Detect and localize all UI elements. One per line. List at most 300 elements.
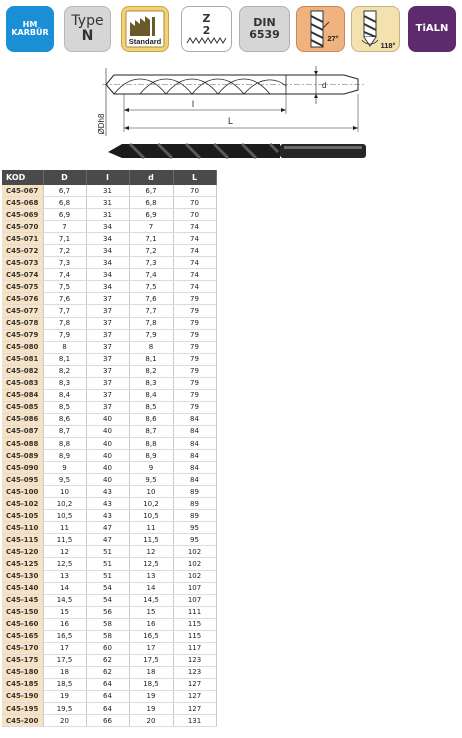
cell-L: 107 [173, 594, 216, 606]
cell-D: 18 [43, 666, 86, 678]
cell-d: 8,6 [129, 413, 173, 425]
cell-kod: C45-070 [2, 221, 43, 233]
cell-L: 79 [173, 377, 216, 389]
table-row [2, 498, 216, 510]
cell-l: 51 [86, 546, 129, 558]
cell-d: 10,5 [129, 510, 173, 522]
cell-d: 8,5 [129, 401, 173, 413]
cell-L: 79 [173, 401, 216, 413]
cell-kod: C45-110 [2, 522, 43, 534]
cell-L: 79 [173, 353, 216, 365]
cell-kod: C45-087 [2, 425, 43, 437]
cell-d: 17,5 [129, 654, 173, 666]
table-row [2, 654, 216, 666]
cell-D: 17 [43, 642, 86, 654]
cell-D: 13 [43, 570, 86, 582]
hm-karbur-badge [6, 6, 54, 52]
cell-l: 47 [86, 534, 129, 546]
table-row [2, 377, 216, 389]
cell-D: 7,8 [43, 317, 86, 329]
cell-D: 14,5 [43, 594, 86, 606]
cell-D: 8,4 [43, 389, 86, 401]
cell-d: 15 [129, 606, 173, 618]
cell-L: 74 [173, 245, 216, 257]
cell-l: 40 [86, 474, 129, 486]
cell-D: 8,9 [43, 450, 86, 462]
d-label: d [322, 81, 327, 90]
standard-badge [121, 6, 169, 52]
cell-L: 127 [173, 678, 216, 690]
coating-badge [408, 6, 456, 52]
helix-angle-badge [296, 6, 345, 52]
helix-angle-text: 27° [326, 34, 339, 43]
header-L: L [173, 170, 216, 185]
cell-kod: C45-170 [2, 642, 43, 654]
cell-L: 89 [173, 498, 216, 510]
cell-D: 8,6 [43, 413, 86, 425]
cell-d: 7,9 [129, 329, 173, 341]
cell-kod: C45-081 [2, 353, 43, 365]
cell-L: 79 [173, 293, 216, 305]
cell-l: 34 [86, 233, 129, 245]
table-row [2, 257, 216, 269]
cell-l: 37 [86, 341, 129, 353]
cell-d: 9,5 [129, 474, 173, 486]
cell-l: 31 [86, 185, 129, 197]
table-row [2, 329, 216, 341]
cell-kod: C45-190 [2, 690, 43, 702]
cell-L: 102 [173, 558, 216, 570]
cell-kod: C45-082 [2, 365, 43, 377]
table-row [2, 486, 216, 498]
table-row [2, 365, 216, 377]
cell-l: 64 [86, 678, 129, 690]
table-row [2, 185, 216, 197]
cell-D: 7,7 [43, 305, 86, 317]
cell-l: 54 [86, 582, 129, 594]
cell-kod: C45-077 [2, 305, 43, 317]
cell-d: 11,5 [129, 534, 173, 546]
table-row [2, 546, 216, 558]
cell-kod: C45-185 [2, 678, 43, 690]
type-badge [64, 6, 111, 52]
cell-kod: C45-071 [2, 233, 43, 245]
cell-d: 8,8 [129, 437, 173, 449]
cell-l: 34 [86, 221, 129, 233]
cell-L: 127 [173, 690, 216, 702]
cell-l: 40 [86, 462, 129, 474]
cell-L: 111 [173, 606, 216, 618]
cell-L: 79 [173, 389, 216, 401]
cell-L: 74 [173, 269, 216, 281]
cell-D: 16 [43, 618, 86, 630]
cell-kod: C45-072 [2, 245, 43, 257]
cell-D: 7,9 [43, 329, 86, 341]
drill-technical-drawing [97, 64, 370, 166]
cell-L: 84 [173, 474, 216, 486]
cell-d: 8,4 [129, 389, 173, 401]
cell-L: 84 [173, 437, 216, 449]
cell-L: 131 [173, 715, 216, 727]
helix-drill-icon [299, 8, 343, 50]
cell-L: 70 [173, 197, 216, 209]
cell-D: 18,5 [43, 678, 86, 690]
table-row [2, 690, 216, 702]
cell-L: 74 [173, 257, 216, 269]
cell-L: 79 [173, 305, 216, 317]
cell-l: 64 [86, 690, 129, 702]
table-row [2, 245, 216, 257]
table-row [2, 317, 216, 329]
cell-l: 43 [86, 510, 129, 522]
cell-l: 31 [86, 197, 129, 209]
cell-l: 37 [86, 389, 129, 401]
table-row [2, 209, 216, 221]
table-row [2, 474, 216, 486]
cell-D: 12,5 [43, 558, 86, 570]
table-row [2, 594, 216, 606]
cell-l: 62 [86, 666, 129, 678]
cell-d: 20 [129, 715, 173, 727]
cell-d: 10 [129, 486, 173, 498]
cell-d: 17 [129, 642, 173, 654]
cell-D: 7,6 [43, 293, 86, 305]
cell-l: 40 [86, 437, 129, 449]
cell-l: 40 [86, 425, 129, 437]
cell-l: 37 [86, 317, 129, 329]
cell-l: 66 [86, 715, 129, 727]
cell-L: 123 [173, 666, 216, 678]
cell-kod: C45-115 [2, 534, 43, 546]
cell-kod: C45-165 [2, 630, 43, 642]
dh8-label: ØDh8 [97, 113, 106, 135]
table-row [2, 558, 216, 570]
table-row [2, 413, 216, 425]
table-row [2, 197, 216, 209]
table-row [2, 666, 216, 678]
cell-D: 20 [43, 715, 86, 727]
cell-l: 56 [86, 606, 129, 618]
cell-L: 79 [173, 317, 216, 329]
z-badge-value: 2 [202, 24, 211, 37]
din-badge [239, 6, 290, 52]
cell-d: 11 [129, 522, 173, 534]
cell-kod: C45-067 [2, 185, 43, 197]
table-row [2, 642, 216, 654]
cell-L: 89 [173, 486, 216, 498]
hm-badge-line1: HM [22, 19, 38, 29]
cell-kod: C45-083 [2, 377, 43, 389]
cell-d: 10,2 [129, 498, 173, 510]
drill-product-image [108, 144, 366, 158]
cell-d: 16 [129, 618, 173, 630]
cell-D: 8,7 [43, 425, 86, 437]
cell-l: 31 [86, 209, 129, 221]
cell-L: 74 [173, 221, 216, 233]
table-row [2, 293, 216, 305]
cell-D: 6,7 [43, 185, 86, 197]
cell-d: 8,7 [129, 425, 173, 437]
cell-kod: C45-145 [2, 594, 43, 606]
cell-kod: C45-074 [2, 269, 43, 281]
cell-l: 37 [86, 365, 129, 377]
cell-l: 37 [86, 353, 129, 365]
cell-D: 16,5 [43, 630, 86, 642]
cell-l: 37 [86, 305, 129, 317]
cell-L: 79 [173, 329, 216, 341]
cell-D: 8,8 [43, 437, 86, 449]
table-row [2, 630, 216, 642]
table-row [2, 353, 216, 365]
cell-l: 34 [86, 245, 129, 257]
cell-kod: C45-078 [2, 317, 43, 329]
cell-kod: C45-200 [2, 715, 43, 727]
cell-kod: C45-102 [2, 498, 43, 510]
cell-L: 127 [173, 703, 216, 715]
cell-l: 62 [86, 654, 129, 666]
table-row [2, 462, 216, 474]
table-row [2, 703, 216, 715]
cell-L: 89 [173, 510, 216, 522]
table-row [2, 437, 216, 449]
drill-dimension-table [2, 170, 217, 727]
hm-badge-line2: KARBÜR [11, 28, 49, 37]
cell-d: 19 [129, 703, 173, 715]
cell-kod: C45-100 [2, 486, 43, 498]
cell-D: 11,5 [43, 534, 86, 546]
cell-D: 19 [43, 690, 86, 702]
table-row [2, 425, 216, 437]
cell-d: 7,1 [129, 233, 173, 245]
cell-l: 40 [86, 413, 129, 425]
cell-D: 17,5 [43, 654, 86, 666]
cell-l: 58 [86, 618, 129, 630]
cell-D: 10,5 [43, 510, 86, 522]
header-l: l [86, 170, 129, 185]
header-kod: KOD [2, 170, 43, 185]
cell-kod: C45-130 [2, 570, 43, 582]
cell-l: 54 [86, 594, 129, 606]
l-label: l [192, 99, 194, 109]
cell-D: 7,1 [43, 233, 86, 245]
cell-D: 10,2 [43, 498, 86, 510]
cell-kod: C45-095 [2, 474, 43, 486]
cell-kod: C45-140 [2, 582, 43, 594]
cell-L: 70 [173, 185, 216, 197]
cell-l: 37 [86, 329, 129, 341]
cell-d: 7,8 [129, 317, 173, 329]
cell-l: 43 [86, 486, 129, 498]
table-row [2, 510, 216, 522]
cell-d: 8,9 [129, 450, 173, 462]
coating-badge-text: TiALN [415, 22, 449, 34]
cell-l: 40 [86, 450, 129, 462]
din-badge-value: 6539 [249, 28, 280, 41]
cell-D: 8 [43, 341, 86, 353]
cell-d: 7,5 [129, 281, 173, 293]
cell-d: 7,4 [129, 269, 173, 281]
cell-d: 7 [129, 221, 173, 233]
cell-d: 8,1 [129, 353, 173, 365]
cell-d: 18,5 [129, 678, 173, 690]
cell-d: 6,9 [129, 209, 173, 221]
cell-D: 14 [43, 582, 86, 594]
cell-kod: C45-089 [2, 450, 43, 462]
cell-D: 7,5 [43, 281, 86, 293]
cell-L: 95 [173, 534, 216, 546]
table-header-row [2, 170, 216, 185]
cell-l: 60 [86, 642, 129, 654]
z-badge-label: Z [202, 12, 211, 26]
cell-d: 8 [129, 341, 173, 353]
cell-d: 19 [129, 690, 173, 702]
cell-L: 107 [173, 582, 216, 594]
point-angle-badge [351, 6, 400, 52]
cell-L: 84 [173, 425, 216, 437]
cell-D: 12 [43, 546, 86, 558]
cell-l: 37 [86, 293, 129, 305]
cell-L: 95 [173, 522, 216, 534]
table-row [2, 678, 216, 690]
table-row [2, 715, 216, 727]
cell-D: 6,8 [43, 197, 86, 209]
cell-D: 6,9 [43, 209, 86, 221]
cell-D: 8,3 [43, 377, 86, 389]
table-row [2, 570, 216, 582]
cell-kod: C45-080 [2, 341, 43, 353]
cell-kod: C45-088 [2, 437, 43, 449]
din-badge-label: DIN [253, 16, 276, 30]
cell-l: 47 [86, 522, 129, 534]
cell-L: 123 [173, 654, 216, 666]
cell-L: 79 [173, 341, 216, 353]
cell-kod: C45-125 [2, 558, 43, 570]
table-row [2, 389, 216, 401]
cell-L: 74 [173, 281, 216, 293]
cell-kod: C45-105 [2, 510, 43, 522]
standard-factory-icon [123, 8, 167, 50]
table-row [2, 582, 216, 594]
cell-L: 84 [173, 450, 216, 462]
cell-D: 19,5 [43, 703, 86, 715]
cell-D: 7,3 [43, 257, 86, 269]
cell-kod: C45-079 [2, 329, 43, 341]
cell-D: 15 [43, 606, 86, 618]
cell-D: 7,2 [43, 245, 86, 257]
cell-kod: C45-160 [2, 618, 43, 630]
table-body [2, 185, 216, 727]
cell-L: 79 [173, 365, 216, 377]
cell-L: 117 [173, 642, 216, 654]
cell-d: 14 [129, 582, 173, 594]
point-angle-text: 118° [379, 41, 396, 50]
cell-d: 16,5 [129, 630, 173, 642]
cell-d: 8,2 [129, 365, 173, 377]
cell-d: 7,3 [129, 257, 173, 269]
cell-l: 64 [86, 703, 129, 715]
cell-d: 6,8 [129, 197, 173, 209]
cell-kod: C45-073 [2, 257, 43, 269]
cell-D: 9,5 [43, 474, 86, 486]
table-row [2, 522, 216, 534]
spec-badge-row [6, 6, 458, 54]
cell-kod: C45-180 [2, 666, 43, 678]
cell-L: 115 [173, 630, 216, 642]
table-row [2, 281, 216, 293]
cell-D: 7,4 [43, 269, 86, 281]
cell-d: 13 [129, 570, 173, 582]
cell-L: 84 [173, 462, 216, 474]
cell-D: 11 [43, 522, 86, 534]
cell-kod: C45-084 [2, 389, 43, 401]
cell-L: 84 [173, 413, 216, 425]
cell-kod: C45-086 [2, 413, 43, 425]
cell-D: 8,5 [43, 401, 86, 413]
cell-d: 7,2 [129, 245, 173, 257]
cell-D: 8,2 [43, 365, 86, 377]
table-row [2, 305, 216, 317]
cell-l: 51 [86, 570, 129, 582]
cell-d: 6,7 [129, 185, 173, 197]
cell-l: 43 [86, 498, 129, 510]
cell-L: 70 [173, 209, 216, 221]
cell-kod: C45-069 [2, 209, 43, 221]
cell-D: 10 [43, 486, 86, 498]
cell-d: 14,5 [129, 594, 173, 606]
cell-d: 12,5 [129, 558, 173, 570]
table-row [2, 221, 216, 233]
standard-badge-text: Standard [128, 37, 162, 46]
cell-d: 7,6 [129, 293, 173, 305]
cell-L: 102 [173, 546, 216, 558]
cell-kod: C45-120 [2, 546, 43, 558]
table-row [2, 618, 216, 630]
table-row [2, 233, 216, 245]
cell-l: 34 [86, 281, 129, 293]
header-D: D [43, 170, 86, 185]
table-row [2, 606, 216, 618]
cell-l: 51 [86, 558, 129, 570]
table-row [2, 401, 216, 413]
cell-d: 12 [129, 546, 173, 558]
cell-kod: C45-195 [2, 703, 43, 715]
cell-D: 8,1 [43, 353, 86, 365]
cell-d: 9 [129, 462, 173, 474]
cell-D: 9 [43, 462, 86, 474]
cell-d: 18 [129, 666, 173, 678]
cell-kod: C45-075 [2, 281, 43, 293]
L-label: L [228, 116, 234, 126]
cell-L: 102 [173, 570, 216, 582]
cell-kod: C45-076 [2, 293, 43, 305]
flute-count-badge [181, 6, 232, 52]
table-row [2, 450, 216, 462]
cell-L: 74 [173, 233, 216, 245]
cell-d: 8,3 [129, 377, 173, 389]
cell-l: 34 [86, 269, 129, 281]
cell-kod: C45-175 [2, 654, 43, 666]
cell-kod: C45-085 [2, 401, 43, 413]
point-angle-drill-icon [354, 8, 398, 50]
header-d: d [129, 170, 173, 185]
table-row [2, 534, 216, 546]
cell-l: 58 [86, 630, 129, 642]
cell-l: 37 [86, 377, 129, 389]
cell-kod: C45-150 [2, 606, 43, 618]
table-row [2, 341, 216, 353]
table-row [2, 269, 216, 281]
zigzag-icon [187, 37, 227, 45]
